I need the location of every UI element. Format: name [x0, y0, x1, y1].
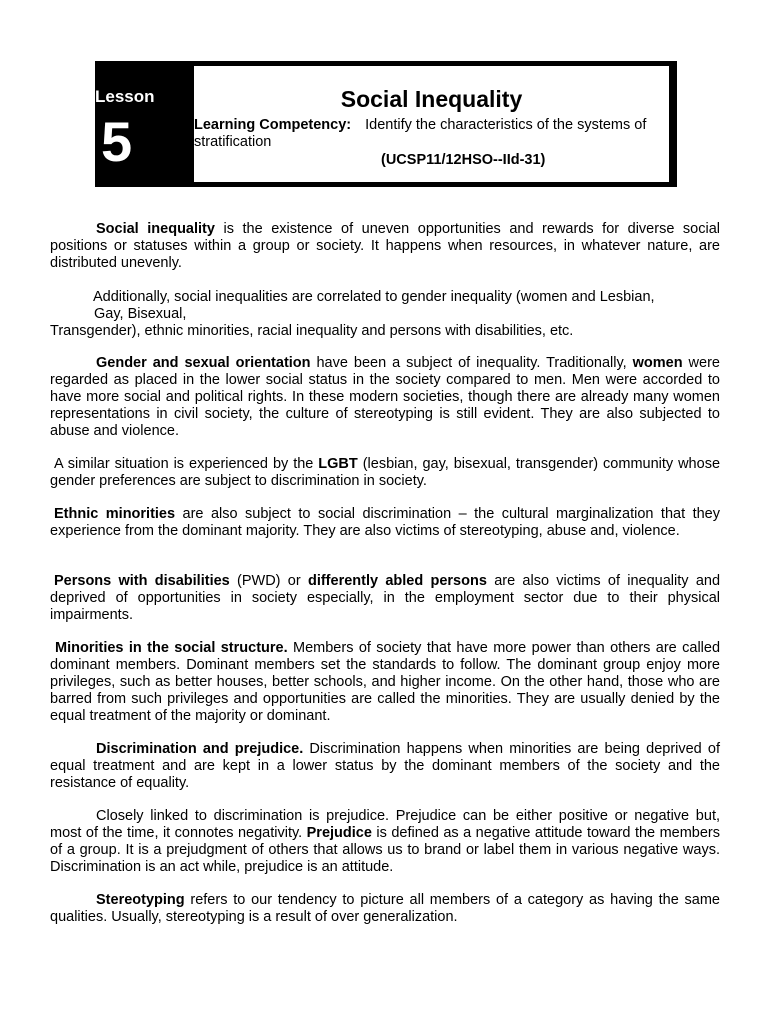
page-title: Social Inequality: [340, 86, 523, 112]
paragraph-text: Closely linked to discrimination is prejudice. Prejudice can be either positive or negative but, most of the time, it connotes negativity.: [50, 808, 720, 841]
term-social-inequality: Social inequality: [96, 221, 215, 237]
term-pwd: Persons with disabilities: [54, 573, 230, 589]
paragraph-social-inequality: [50, 221, 720, 272]
lesson-number: 5: [101, 110, 133, 173]
term-minorities: Minorities in the social structure.: [55, 640, 288, 656]
competency-label: Learning Competency:: [194, 117, 352, 133]
term-stereotyping: Stereotyping: [96, 892, 185, 908]
lesson-title-panel: [194, 66, 669, 182]
term-gender: Gender and sexual orientation: [96, 355, 311, 371]
paragraph-gender: [50, 355, 720, 440]
paragraph-text: is the existence of uneven opportunities and rewards for diverse social positions or statuses within a group or society. It happens when resources, in whatever nature, are distributed unevenly.: [50, 221, 720, 271]
paragraph-text: Members of society that have more power than others are called dominant members. Dominant members set the standards to follow. The dominant group enjoy more privileges, such as better houses, better schools, and higher income. On the other hand, those who are barred from such privileges and opportunities are called the minorities. They are usually denied by the equal treatment of the majority or dominant.: [50, 640, 721, 724]
paragraph-ethnic: [50, 506, 720, 540]
lesson-label: Lesson: [95, 87, 155, 106]
paragraph-text: (lesbian, gay, bisexual, transgender) community whose gender preferences are subject to discrimination in society.: [50, 456, 721, 489]
paragraph-line: Transgender), ethnic minorities, racial inequality and persons with disabilities, etc.: [50, 323, 574, 339]
term-lgbt: LGBT: [318, 456, 358, 472]
competency-code: (UCSP11/12HSO--IId-31): [381, 152, 546, 168]
paragraph-lgbt: [50, 456, 720, 490]
paragraph-text: A similar situation is experienced by the: [54, 456, 319, 472]
paragraph-prejudice: [50, 808, 720, 876]
paragraph-text: have been a subject of inequality. Traditionally,: [310, 355, 633, 371]
term-women: women: [632, 355, 683, 371]
paragraph-additionally: [50, 289, 720, 340]
learning-competency: [194, 117, 664, 151]
competency-text: Identify the characteristics of the systems of stratification: [194, 117, 647, 150]
paragraph-text: refers to our tendency to picture all members of a category as having the same qualities. Usually, stereotyping is a result of over generalization.: [50, 892, 720, 925]
term-discrimination: Discrimination and prejudice.: [96, 741, 304, 757]
term-differently-abled: differently abled persons: [307, 573, 487, 589]
paragraph-text: is defined as a negative attitude toward the members of a group. It is a prejudgment of others that allows us to brand or label them in various negative ways. Discrimination is an act while, prejudice is an attitude.: [50, 825, 720, 875]
paragraph-text: Discrimination happens when minorities are being deprived of equal treatment and are kept in a lower status by the dominant members of the society and the resistance of equality.: [50, 741, 720, 791]
paragraph-text: are also subject to social discrimination – the cultural marginalization that they experience from the dominant majority. They are also victims of stereotyping, abuse and, violence.: [50, 506, 720, 539]
lesson-header: [95, 61, 677, 187]
term-ethnic-minorities: Ethnic minorities: [54, 506, 176, 522]
paragraph-discrimination: [50, 741, 720, 792]
paragraph-text: were regarded as placed in the lower social status in the society compared to men. Men were accorded to have more social and political rights. In these modern societies, though there are already many women representations in civil society, the culture of stereotyping is still evident. They are also subjected to abuse and violence.: [50, 355, 720, 439]
paragraph-text: are also victims of inequality and deprived of opportunities in society especially, in the employment sector due to their physical impairments.: [50, 573, 721, 623]
paragraph-disabilities: [50, 573, 720, 624]
term-prejudice: Prejudice: [306, 825, 372, 841]
paragraph-text: (PWD) or: [229, 573, 308, 589]
paragraph-line: Additionally, social inequalities are correlated to gender inequality (women and Lesbian,: [93, 289, 655, 305]
paragraph-line: Gay, Bisexual,: [94, 306, 187, 322]
paragraph-minorities: [50, 640, 720, 725]
paragraph-stereotyping: [50, 892, 720, 926]
